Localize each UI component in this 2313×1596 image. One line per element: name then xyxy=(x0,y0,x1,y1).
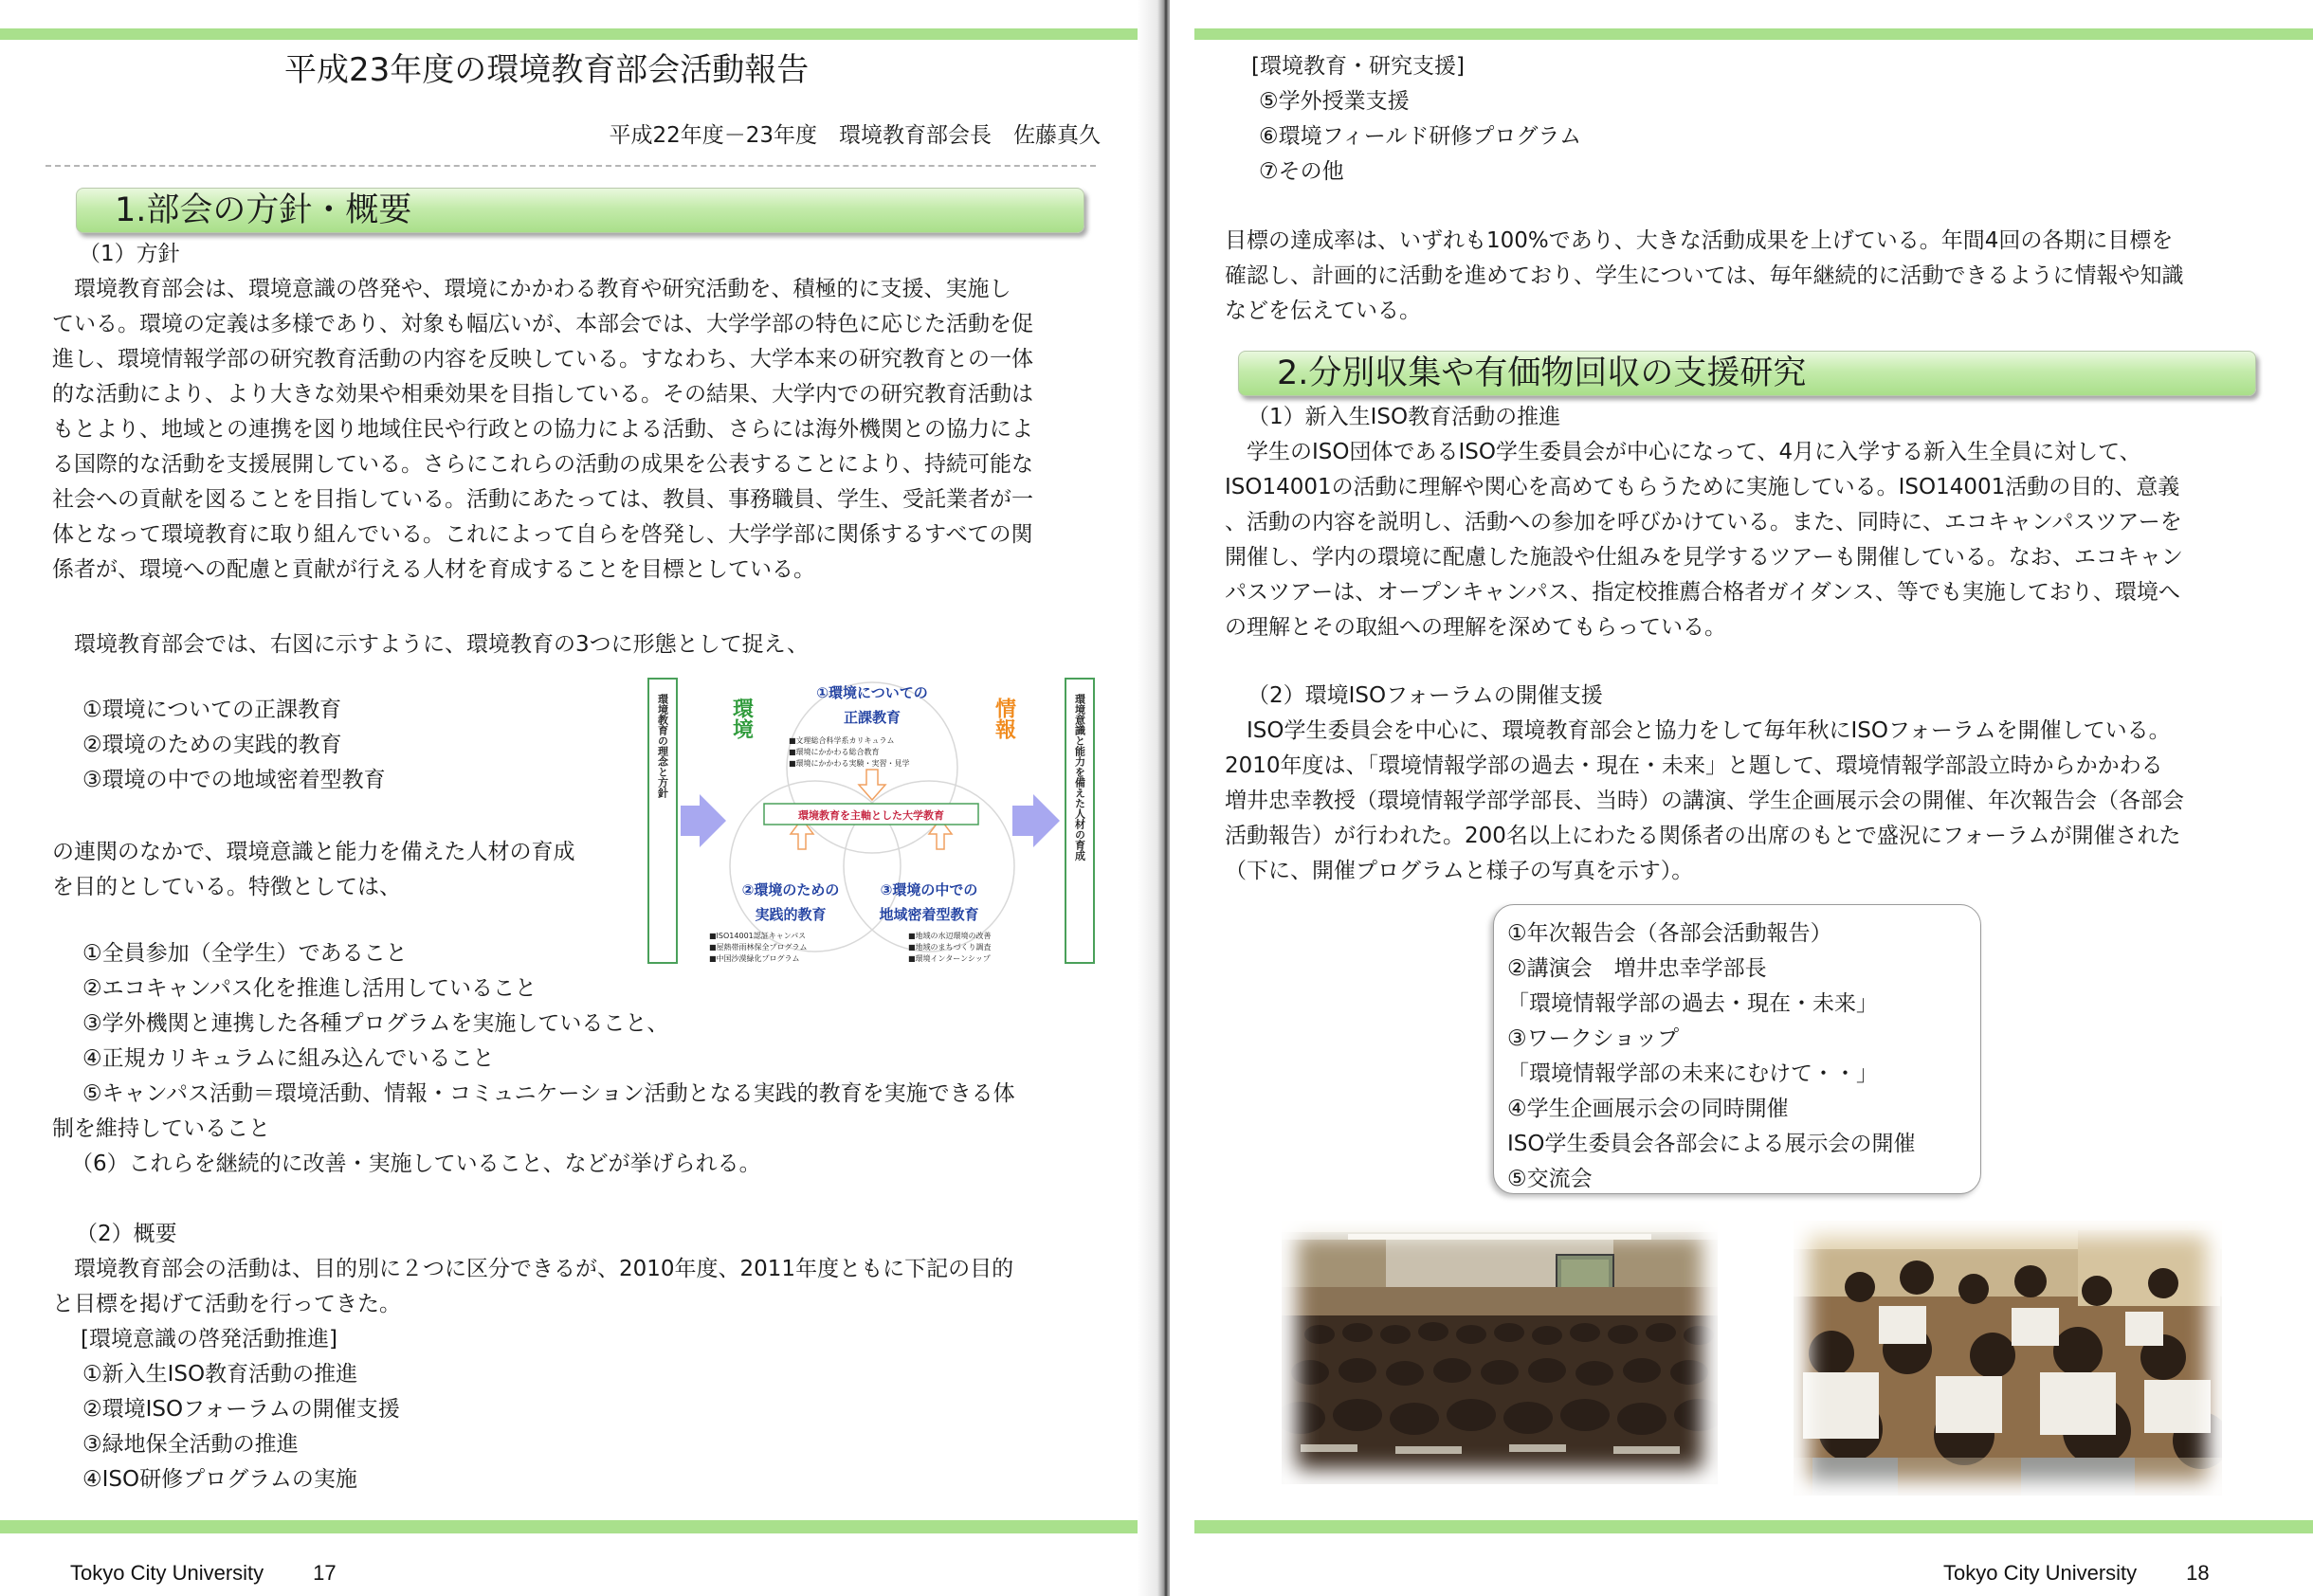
policy-line: 的な活動により、より大きな効果や相乗効果を目指している。その結果、大学内での研究教育活動は xyxy=(52,382,1033,407)
policy-line: 進し、環境情報学部の研究教育活動の内容を反映している。すなわち、大学本来の研究教育との一体 xyxy=(52,347,1033,372)
sub2-line: 増井忠幸教授（環境情報学部学部長、当時）の講演、学生企画展示会の開催、年次報告会（各部会 xyxy=(1225,789,2184,813)
center-label: 環境教育を主軸とした大学教育 xyxy=(798,809,944,822)
bottom-left-item: ■中国沙漠緑化プログラム xyxy=(709,954,800,963)
policy-line: もとより、地域との連携を図り地域住民や行政との協力による活動、さらには海外機関との協力によ xyxy=(52,417,1033,442)
information-label: 情報 xyxy=(992,698,1016,739)
sub1-line: 開催し、学内の環境に配慮した施設や仕組みを見学するツアーも開催している。なお、エコキャン xyxy=(1225,545,2183,570)
sub2-line: 2010年度は、「環境情報学部の過去・現在・未来」と題して、環境情報学部設立時からかかわる xyxy=(1225,753,2163,778)
list-item: ⑤キャンパス活動＝環境活動、情報・コミュニケーション活動となる実践的教育を実施できる体 xyxy=(82,1081,1015,1106)
page-footer xyxy=(1943,1561,2210,1586)
bottom-right-item: ■環境インターンシップ xyxy=(908,954,991,963)
venn-circle-top xyxy=(787,682,957,853)
bottom-right-title: 地域密着型教育 xyxy=(879,906,979,923)
achievement-line: 目標の達成率は、いずれも100%であり、大きな活動成果を上げている。年間4回の各期に目標を xyxy=(1225,228,2174,253)
sub1-line: 、活動の内容を説明し、活動への参加を呼びかけている。また、同時に、エコキャンパスツアーを xyxy=(1225,510,2182,535)
bottom-right-item: ■地域の水辺環境の改善 xyxy=(908,932,992,940)
sub1-line: ISO14001の活動に理解や関心を高めてもらうために実施している。ISO14001活動の目的、意義 xyxy=(1225,475,2180,499)
category2-list xyxy=(1259,84,1581,190)
section-heading-2: 2.分別収集や有価物回収の支援研究 xyxy=(1238,351,2256,396)
program-item: ①年次報告会（各部会活動報告） xyxy=(1507,921,1832,946)
category2-label: [環境教育・研究支援] xyxy=(1251,54,1465,79)
forms-intro: 環境教育部会では、右図に示すように、環境教育の3つに形態として捉え、 xyxy=(52,632,810,657)
page-footer xyxy=(70,1561,337,1586)
top-accent-bar xyxy=(1194,28,2313,40)
bottom-left-item: ■ISO14001認証キャンパス xyxy=(709,932,807,940)
features-conclusion: （6）これらを継続的に改善・実施していること、などが挙げられる。 xyxy=(71,1152,761,1176)
sub1-line: パスツアーは、オープンキャンパス、指定校推薦合格者ガイダンス、等でも実施しており、環境へ xyxy=(1225,580,2180,605)
achievement-line: 確認し、計画的に活動を進めており、学生については、毎年継続的に活動できるように情報や知識 xyxy=(1225,263,2184,288)
program-list xyxy=(1507,916,1916,1197)
list-item: ①新入生ISO教育活動の推進 xyxy=(82,1362,358,1387)
policy-line: 社会への貢献を図ることを目指している。活動にあたっては、教員、事務職員、学生、受託業者が一 xyxy=(52,487,1033,512)
program-item: 「環境情報学部の過去・現在・未来」 xyxy=(1507,991,1878,1016)
policy-line: る国際的な活動を支援展開している。さらにこれらの活動の成果を公表することにより、持続可能な xyxy=(52,452,1033,477)
list-item: ⑤学外授業支援 xyxy=(1259,89,1410,114)
education-forms-diagram xyxy=(647,675,1098,972)
program-item: ⑤交流会 xyxy=(1507,1167,1593,1191)
sub2-heading: （2）環境ISOフォーラムの開催支援 xyxy=(1248,683,1603,708)
list-item: ②環境ISOフォーラムの開催支援 xyxy=(82,1397,400,1422)
program-item: ④学生企画展示会の同時開催 xyxy=(1507,1097,1789,1121)
sub2-line: 活動報告）が行われた。200名以上にわたる関係者の出席のもとで盛況にフォーラムが開催された xyxy=(1225,824,2181,848)
bottom-accent-bar xyxy=(1194,1520,2313,1533)
policy-paragraph xyxy=(52,272,1033,588)
bottom-right-title: ③環境の中での xyxy=(880,881,978,898)
footer-university: Tokyo City University xyxy=(1943,1561,2138,1585)
dashed-divider xyxy=(46,165,1096,167)
list-item: ④ISO研修プログラムの実施 xyxy=(82,1467,357,1492)
achievement-line: などを伝えている。 xyxy=(1225,299,1421,323)
photo-vignette xyxy=(1282,1221,1718,1484)
bottom-accent-bar xyxy=(0,1520,1138,1533)
page-number: 18 xyxy=(2186,1561,2210,1585)
list-item: ①環境についての正課教育 xyxy=(82,698,342,722)
policy-line: 係者が、環境への配慮と貢献が行える人材を育成することを目標としている。 xyxy=(52,557,815,582)
top-circle-title: ①環境についての xyxy=(816,684,928,701)
achievement-paragraph xyxy=(1225,224,2184,329)
sub2-line: （下に、開催プログラムと様子の写真を示す）。 xyxy=(1225,859,1694,883)
purpose-line: を目的としている。特徴としては、 xyxy=(52,875,401,899)
program-box xyxy=(1493,904,1981,1194)
sub1-heading: （1）新入生ISO教育活動の推進 xyxy=(1248,405,1561,429)
program-item: ③ワークショップ xyxy=(1507,1026,1680,1051)
list-item: ②環境のための実践的教育 xyxy=(82,733,342,757)
bottom-left-title: ②環境のための xyxy=(741,881,840,898)
sub1-line: の理解とその取組への理解を深めてもらっている。 xyxy=(1225,615,1726,640)
bottom-right-item: ■地域のまちづくり調査 xyxy=(908,943,992,952)
list-item: ③緑地保全活動の推進 xyxy=(82,1432,299,1457)
list-item: ⑦その他 xyxy=(1259,159,1344,184)
overview-line: と目標を掲げて活動を行ってきた。 xyxy=(52,1292,401,1316)
sub1-paragraph xyxy=(1225,435,2183,645)
overview-line: 環境教育部会の活動は、目的別に２つに区分できるが、2010年度、2011年度ともに下記の目的 xyxy=(52,1257,1014,1281)
policy-heading: （1）方針 xyxy=(79,242,180,266)
top-circle-item: ■環境にかかわる総合教育 xyxy=(789,748,880,756)
page-title: 平成23年度の環境教育部会活動報告 xyxy=(284,51,810,89)
policy-line: ている。環境の定義は多様であり、対象も幅広いが、本部会では、大学学部の特色に応じた活動を促 xyxy=(52,312,1033,336)
purpose-paragraph xyxy=(52,835,575,905)
list-item: ①全員参加（全学生）であること xyxy=(82,941,408,966)
bottom-left-title: 実践的教育 xyxy=(755,906,827,923)
arrow-right-icon xyxy=(1012,794,1060,847)
overview-heading: （2）概要 xyxy=(76,1222,177,1246)
sub2-line: ISO学生委員会を中心に、環境教育部会と協力をして毎年秋にISOフォーラムを開催している。 xyxy=(1225,718,2171,743)
sub2-paragraph xyxy=(1225,714,2184,889)
category1-list xyxy=(82,1357,400,1497)
category1-label: [環境意識の啓発活動推進] xyxy=(81,1327,337,1351)
program-item: 「環境情報学部の未来にむけて・・」 xyxy=(1507,1061,1878,1086)
outcome-box-label: 環境意識と能力を備えた人材の育成 xyxy=(1073,694,1086,861)
top-circle-item: ■環境にかかわる実験・実習・見学 xyxy=(789,759,910,768)
features-continuation: 制を維持していること xyxy=(52,1116,270,1141)
workshop-photo xyxy=(1794,1221,2222,1496)
bottom-left-item: ■屋熱帯雨林保全プログラム xyxy=(709,943,808,952)
overview-paragraph xyxy=(52,1252,1013,1322)
list-item: ③環境の中での地域密着型教育 xyxy=(82,768,386,792)
page-number: 17 xyxy=(313,1561,337,1585)
top-accent-bar xyxy=(0,28,1138,40)
author-line: 平成22年度－23年度 環境教育部会長 佐藤真久 xyxy=(609,123,1101,148)
forms-list xyxy=(82,693,386,798)
purpose-line: の連関のなかで、環境意識と能力を備えた人材の育成 xyxy=(52,840,575,864)
list-item: ⑥環境フィールド研修プログラム xyxy=(1259,124,1582,149)
policy-line: 環境教育部会は、環境意識の啓発や、環境にかかわる教育や研究活動を、積極的に支援、実施し xyxy=(52,277,1011,301)
program-item: ②講演会 増井忠幸学部長 xyxy=(1507,956,1767,981)
program-item: ISO学生委員会各部会による展示会の開催 xyxy=(1507,1132,1916,1156)
list-item: ②エコキャンパス化を推進し活用していること xyxy=(82,976,537,1001)
sub1-line: 学生のISO団体であるISO学生委員会が中心になって、4月に入学する新入生全員に対して、 xyxy=(1225,440,2141,464)
arrow-right-icon xyxy=(681,794,726,847)
photo-vignette xyxy=(1794,1221,2222,1496)
footer-university: Tokyo City University xyxy=(70,1561,264,1585)
policy-line: 体となって環境教育に取り組んでいる。これによって自らを啓発し、大学学部に関係するすべての関 xyxy=(52,522,1033,547)
philosophy-box-label: 環境教育の理念と方針 xyxy=(656,694,669,798)
section-heading-1: 1.部会の方針・概要 xyxy=(76,188,1084,233)
environment-label: 環境 xyxy=(729,698,754,739)
top-circle-title: 正課教育 xyxy=(843,709,902,726)
list-item: ③学外機関と連携した各種プログラムを実施していること、 xyxy=(82,1011,669,1036)
lecture-hall-photo xyxy=(1282,1221,1718,1484)
top-circle-item: ■文理総合科学系カリキュラム xyxy=(789,736,895,745)
list-item: ④正規カリキュラムに組み込んでいること xyxy=(82,1046,495,1071)
